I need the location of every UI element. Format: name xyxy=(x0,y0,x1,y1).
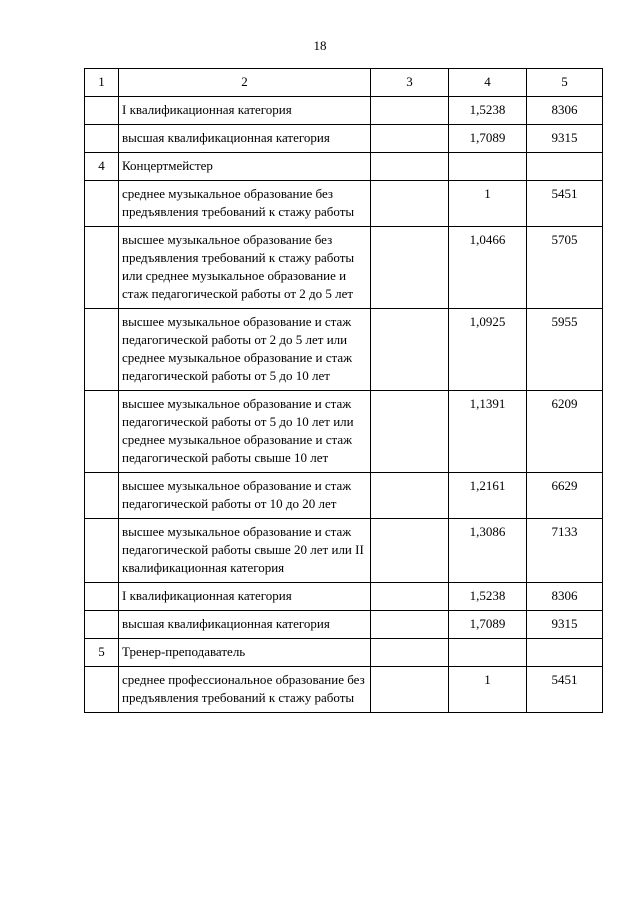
coefficient-cell: 1 xyxy=(449,667,527,713)
table-row xyxy=(85,519,603,583)
column-3-cell xyxy=(371,227,449,309)
position-cell: I квалификационная категория xyxy=(119,583,371,611)
coefficient-cell: 1,7089 xyxy=(449,611,527,639)
salary-cell: 7133 xyxy=(527,519,603,583)
column-3-cell xyxy=(371,391,449,473)
position-cell: Тренер-преподаватель xyxy=(119,639,371,667)
coefficient-cell: 1,5238 xyxy=(449,97,527,125)
table-row xyxy=(85,391,603,473)
salary-cell: 5705 xyxy=(527,227,603,309)
header-cell-4: 4 xyxy=(449,69,527,97)
row-number-cell: 4 xyxy=(85,153,119,181)
row-number-cell xyxy=(85,97,119,125)
column-3-cell xyxy=(371,583,449,611)
header-cell-3: 3 xyxy=(371,69,449,97)
row-number-cell xyxy=(85,473,119,519)
column-3-cell xyxy=(371,97,449,125)
header-cell-5: 5 xyxy=(527,69,603,97)
table-row xyxy=(85,611,603,639)
position-cell: высшее музыкальное образование и стаж педагогической работы от 5 до 10 лет или среднее музыкальное образование и стаж педагогической работы свыше 10 лет xyxy=(119,391,371,473)
position-cell: среднее профессиональное образование без предъявления требований к стажу работы xyxy=(119,667,371,713)
coefficient-cell xyxy=(449,153,527,181)
coefficient-cell: 1,3086 xyxy=(449,519,527,583)
column-3-cell xyxy=(371,309,449,391)
header-cell-2: 2 xyxy=(119,69,371,97)
coefficient-cell: 1,0466 xyxy=(449,227,527,309)
salary-cell: 8306 xyxy=(527,583,603,611)
position-cell: высшее музыкальное образование и стаж педагогической работы от 2 до 5 лет или среднее музыкальное образование и стаж педагогической работы от 5 до 10 лет xyxy=(119,309,371,391)
salary-cell: 5955 xyxy=(527,309,603,391)
position-cell: высшее музыкальное образование без предъявления требований к стажу работы или среднее музыкальное образование и стаж педагогической работы от 2 до 5 лет xyxy=(119,227,371,309)
column-3-cell xyxy=(371,125,449,153)
table-row xyxy=(85,583,603,611)
row-number-cell xyxy=(85,667,119,713)
column-3-cell xyxy=(371,611,449,639)
column-3-cell xyxy=(371,153,449,181)
position-cell: высшее музыкальное образование и стаж педагогической работы свыше 20 лет или II квалификационная категория xyxy=(119,519,371,583)
row-number-cell xyxy=(85,125,119,153)
position-cell: I квалификационная категория xyxy=(119,97,371,125)
row-number-cell xyxy=(85,391,119,473)
salary-table xyxy=(84,68,603,713)
salary-cell: 9315 xyxy=(527,125,603,153)
row-number-cell xyxy=(85,583,119,611)
salary-cell: 6629 xyxy=(527,473,603,519)
salary-cell xyxy=(527,153,603,181)
column-3-cell xyxy=(371,639,449,667)
table-row xyxy=(85,639,603,667)
table-row xyxy=(85,473,603,519)
column-3-cell xyxy=(371,519,449,583)
table-row xyxy=(85,667,603,713)
table-row xyxy=(85,309,603,391)
salary-cell: 5451 xyxy=(527,181,603,227)
row-number-cell xyxy=(85,227,119,309)
row-number-cell xyxy=(85,309,119,391)
coefficient-cell: 1,1391 xyxy=(449,391,527,473)
coefficient-cell: 1,0925 xyxy=(449,309,527,391)
column-3-cell xyxy=(371,181,449,227)
row-number-cell xyxy=(85,611,119,639)
table-body xyxy=(85,69,603,713)
column-3-cell xyxy=(371,473,449,519)
position-cell: высшая квалификационная категория xyxy=(119,611,371,639)
position-cell: высшая квалификационная категория xyxy=(119,125,371,153)
salary-cell xyxy=(527,639,603,667)
row-number-cell: 5 xyxy=(85,639,119,667)
salary-cell: 9315 xyxy=(527,611,603,639)
coefficient-cell: 1,2161 xyxy=(449,473,527,519)
position-cell: Концертмейстер xyxy=(119,153,371,181)
row-number-cell xyxy=(85,519,119,583)
column-3-cell xyxy=(371,667,449,713)
position-cell: среднее музыкальное образование без предъявления требований к стажу работы xyxy=(119,181,371,227)
salary-cell: 8306 xyxy=(527,97,603,125)
position-cell: высшее музыкальное образование и стаж педагогической работы от 10 до 20 лет xyxy=(119,473,371,519)
header-row xyxy=(85,69,603,97)
coefficient-cell: 1,5238 xyxy=(449,583,527,611)
coefficient-cell xyxy=(449,639,527,667)
coefficient-cell: 1,7089 xyxy=(449,125,527,153)
header-cell-1: 1 xyxy=(85,69,119,97)
table-row xyxy=(85,125,603,153)
table-row xyxy=(85,153,603,181)
page-number: 18 xyxy=(313,38,327,53)
table-row xyxy=(85,97,603,125)
row-number-cell xyxy=(85,181,119,227)
salary-cell: 5451 xyxy=(527,667,603,713)
coefficient-cell: 1 xyxy=(449,181,527,227)
salary-cell: 6209 xyxy=(527,391,603,473)
table-row xyxy=(85,227,603,309)
table-row xyxy=(85,181,603,227)
